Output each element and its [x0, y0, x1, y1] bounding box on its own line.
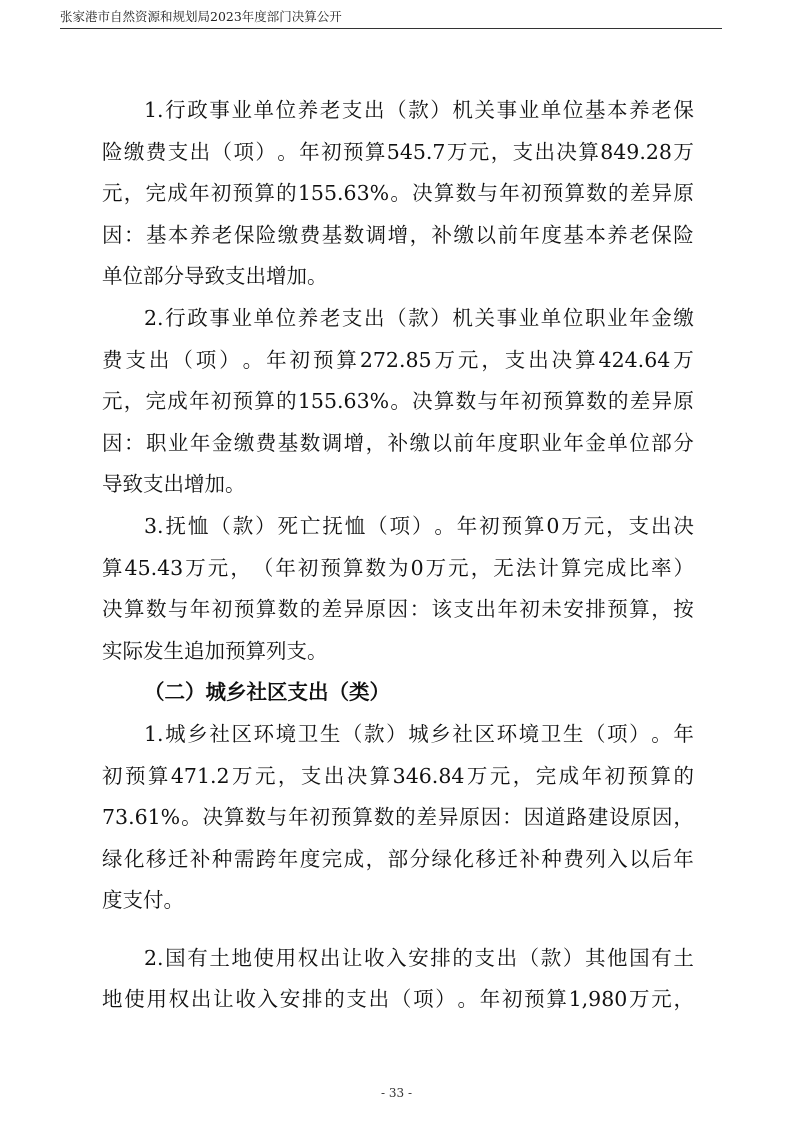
- text-line: 决 算 数 与 年 初 预 算 数 的 差 异 原 因 ： 该 支 出 年 初 未 安 排 预 算 ， 按: [102, 597, 694, 622]
- text-line: 元 ， 完 成 年 初 预 算 的 155.63% 。 决 算 数 与 年 初 预 算 数 的 差 异 原: [102, 181, 694, 206]
- text-line: 3. 抚 恤 （ 款 ） 死 亡 抚 恤 （ 项 ） 。 年 初 预 算 0 万 元 ， 支 出 决: [144, 513, 694, 538]
- text-line: 2. 国 有 土 地 使 用 权 出 让 收 入 安 排 的 支 出 （ 款 ） 其 他 国 有 土: [144, 945, 694, 970]
- text-line: 险 缴 费 支 出 （ 项 ） 。 年 初 预 算 545.7 万 元 ， 支 出 决 算 849.28 万: [102, 139, 694, 164]
- text-line: 1. 行 政 事 业 单 位 养 老 支 出 （ 款 ） 机 关 事 业 单 位 基 本 养 老 保: [144, 98, 694, 122]
- text-line: 2. 行 政 事 业 单 位 养 老 支 出 （ 款 ） 机 关 事 业 单 位 职 业 年 金 缴: [144, 305, 694, 330]
- page-header: 张家港市自然资源和规划局2023年度部门决算公开: [60, 9, 342, 24]
- text-line: 73.61% 。 决 算 数 与 年 初 预 算 数 的 差 异 原 因 ： 因 道 路 建 设 原 因 ，: [102, 805, 694, 830]
- text-line: 初 预 算 471.2 万 元 ， 支 出 决 算 346.84 万 元 ， 完 成 年 初 预 算 的: [102, 763, 694, 788]
- text-line: 1. 城 乡 社 区 环 境 卫 生 （ 款 ） 城 乡 社 区 环 境 卫 生 （ 项 ） 。 年: [144, 721, 694, 746]
- text-line: 元 ， 完 成 年 初 预 算 的 155.63% 。 决 算 数 与 年 初 预 算 数 的 差 异 原: [102, 389, 694, 414]
- section-heading: （二）城乡社区支出（类）: [144, 680, 390, 705]
- text-line: 实际发生追加预算列支。: [102, 638, 328, 663]
- text-line: 单位部分导致支出增加。: [102, 264, 328, 289]
- page-number: - 33 -: [380, 1086, 412, 1100]
- text-line: 地 使 用 权 出 让 收 入 安 排 的 支 出 （ 项 ） 。 年 初 预 算 1,980 万 元 ，: [102, 987, 694, 1012]
- text-line: 度支付。: [102, 888, 184, 913]
- text-line: 算 45.43 万 元 ， （ 年 初 预 算 数 为 0 万 元 ， 无 法 计 算 完 成 比 率 ）: [102, 555, 694, 580]
- document-body: [102, 90, 694, 1021]
- text-line: 绿 化 移 迁 补 种 需 跨 年 度 完 成 ， 部 分 绿 化 移 迁 补 种 费 列 入 以 后 年: [102, 846, 694, 871]
- text-line: 因 ： 基 本 养 老 保 险 缴 费 基 数 调 增 ， 补 缴 以 前 年 度 基 本 养 老 保 险: [102, 222, 694, 247]
- text-line: 费 支 出 （ 项 ） 。 年 初 预 算 272.85 万 元 ， 支 出 决 算 424.64 万: [102, 347, 694, 372]
- text-line: 导致支出增加。: [102, 472, 246, 497]
- header-divider: [60, 28, 722, 29]
- paragraph-gap: [102, 922, 694, 938]
- text-line: 因 ： 职 业 年 金 缴 费 基 数 调 增 ， 补 缴 以 前 年 度 职 业 年 金 单 位 部 分: [102, 430, 694, 455]
